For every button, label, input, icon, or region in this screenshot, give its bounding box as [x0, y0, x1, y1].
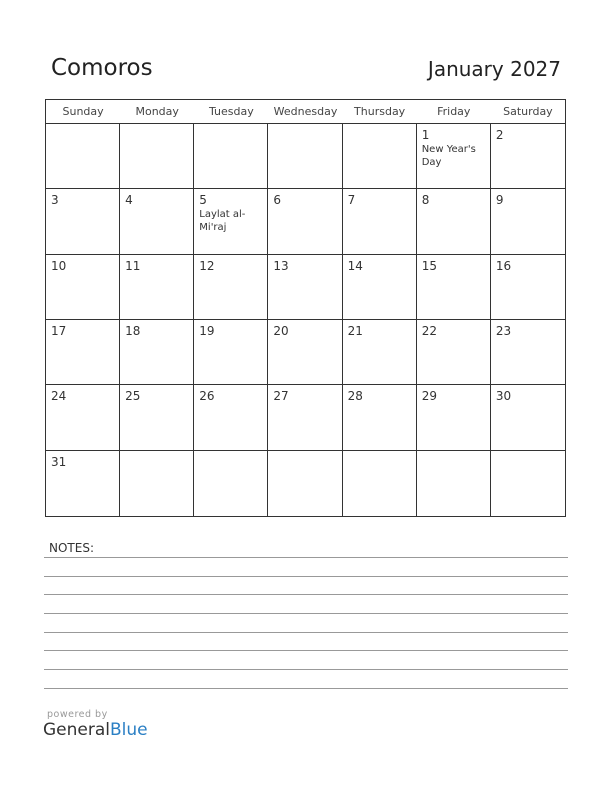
day-cell: [194, 385, 268, 450]
weekday-friday: Friday: [437, 105, 471, 118]
notes-line: [44, 613, 568, 614]
notes-line: [44, 669, 568, 670]
day-cell: [417, 189, 491, 254]
day-cell: [491, 320, 565, 385]
weekday-saturday: Saturday: [503, 105, 553, 118]
day-number: 17: [51, 324, 67, 338]
notes-line: [44, 650, 568, 651]
day-cell: [417, 320, 491, 385]
day-number: 12: [199, 258, 215, 273]
day-cell: [194, 189, 268, 254]
day-number: 14: [347, 258, 363, 273]
day-cell: [268, 451, 342, 516]
day-number: 29: [421, 389, 437, 404]
day-cell: [46, 255, 120, 320]
notes-line: [44, 688, 568, 689]
day-cell: [120, 320, 194, 385]
weekday-sunday: Sunday: [62, 105, 104, 118]
day-cell: [417, 124, 491, 189]
notes-label: NOTES:: [49, 541, 94, 555]
day-number: 16: [495, 258, 512, 273]
calendar-grid: [45, 99, 566, 517]
day-number: 5: [199, 193, 207, 208]
day-number: 23: [495, 324, 512, 338]
notes-line: [44, 594, 568, 595]
day-cell: [46, 124, 120, 189]
day-cell: [491, 189, 565, 254]
holiday-label: New Year's Day: [421, 144, 476, 168]
day-cell: [194, 451, 268, 516]
notes-line: [44, 576, 568, 577]
day-number: 15: [421, 258, 437, 273]
day-cell: [491, 385, 565, 450]
weekday-tuesday: Tuesday: [208, 105, 254, 118]
day-cell: [343, 124, 417, 189]
day-number: 7: [347, 193, 356, 208]
day-number: 27: [273, 389, 289, 404]
day-number: 31: [51, 454, 67, 469]
weekday-header: [46, 100, 565, 124]
day-cell: [120, 451, 194, 516]
brand-blue: Blue: [110, 720, 148, 740]
day-number: 18: [125, 324, 141, 338]
day-cell: [343, 320, 417, 385]
day-cell: [120, 189, 194, 254]
day-cell: [343, 385, 417, 450]
country-title: Comoros: [51, 55, 153, 81]
day-cell: [120, 385, 194, 450]
day-cell: [343, 255, 417, 320]
weekday-thursday: Thursday: [354, 105, 406, 118]
day-number: 24: [51, 389, 67, 404]
day-number: 30: [495, 389, 512, 404]
day-cell: [46, 451, 120, 516]
day-number: 20: [273, 324, 289, 338]
notes-line: [44, 557, 568, 558]
day-number: 25: [125, 389, 141, 404]
day-cell: [417, 385, 491, 450]
day-cell: [46, 320, 120, 385]
day-cell: [491, 124, 565, 189]
day-number: 11: [125, 258, 141, 273]
day-number: 21: [347, 324, 363, 338]
day-cell: [343, 451, 417, 516]
day-cell: [120, 124, 194, 189]
notes-line: [44, 632, 568, 633]
day-cell: [268, 385, 342, 450]
month-title: January 2027: [427, 57, 561, 81]
day-cell: [46, 189, 120, 254]
day-number: 9: [495, 193, 504, 208]
day-cell: [194, 124, 268, 189]
weekday-monday: Monday: [135, 105, 179, 118]
day-number: 13: [273, 258, 289, 273]
day-cell: [268, 255, 342, 320]
powered-by-text: powered by: [47, 709, 108, 720]
day-cell: [46, 385, 120, 450]
day-cell: [268, 189, 342, 254]
day-cell: [417, 255, 491, 320]
day-cell: [491, 255, 565, 320]
day-number: 2: [495, 128, 504, 142]
day-number: 6: [273, 193, 282, 208]
day-number: 4: [125, 193, 133, 208]
weekday-wednesday: Wednesday: [273, 105, 338, 118]
day-cell: [194, 255, 268, 320]
day-cell: [194, 320, 268, 385]
day-number: 26: [199, 389, 215, 404]
day-cell: [491, 451, 565, 516]
day-cell: [417, 451, 491, 516]
day-grid: [46, 124, 565, 516]
day-cell: [343, 189, 417, 254]
day-number: 28: [347, 389, 363, 404]
day-number: 19: [199, 324, 215, 338]
day-number: 22: [421, 324, 437, 338]
day-cell: [268, 124, 342, 189]
day-number: 3: [51, 193, 59, 208]
day-number: 1: [421, 128, 430, 142]
brand-general: General: [43, 720, 110, 740]
day-number: 10: [51, 258, 67, 273]
brand-logo: [43, 720, 148, 740]
holiday-label: Laylat al-Mi'raj: [199, 209, 246, 234]
day-cell: [268, 320, 342, 385]
day-number: 8: [421, 193, 430, 208]
day-cell: [120, 255, 194, 320]
